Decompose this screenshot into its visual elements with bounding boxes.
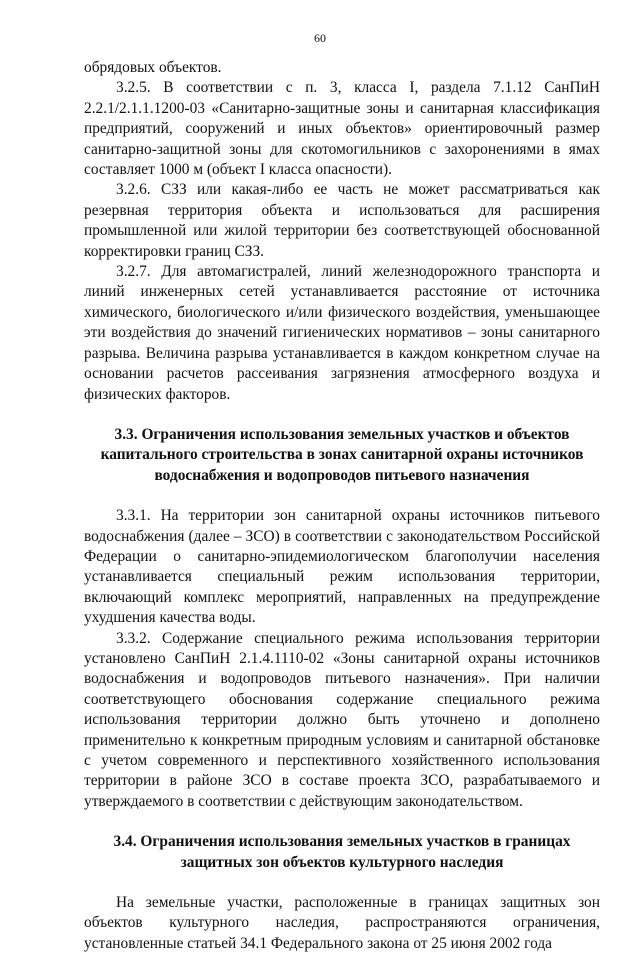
page-number: 60	[314, 31, 326, 45]
spacer	[84, 486, 600, 506]
paragraph-3-2-6: 3.2.6. СЗЗ или какая-либо ее часть не может рассматриваться как резервная территория объекта и использоваться для расширения промышленной или жилой территории без соответствующей обоснованной корректировки границ СЗЗ.	[84, 181, 600, 260]
paragraph-3-2-5: 3.2.5. В соответствии с п. 3, класса I, раздела 7.1.12 СанПиН 2.2.1/2.1.1.1200-03 «Санитарно-защитные зоны и санитарная классификация предприятий, сооружений и иных объектов» ориентировочный размер санитарно-защитной зоны для скотомогильников с захоронениями в ямах составляет 1000 м (объект I класса опасности).	[84, 79, 600, 179]
spacer	[84, 405, 600, 425]
section-heading-3-4: 3.4. Ограничения использования земельных участков в границах защитных зон объектов культурного наследия	[113, 833, 571, 871]
section-heading-3-3: 3.3. Ограничения использования земельных участков и объектов капитального строительства в зонах санитарной охраны источников водоснабжения и водопроводов питьевого назначения	[100, 425, 584, 484]
paragraph-3-3-1: 3.3.1. На территории зон санитарной охраны источников питьевого водоснабжения (далее – ЗСО) в соответствии с законодательством Российской Федерации о санитарно-эпидемиологическом благополучии населения устанавливается специальный режим использования территории, включающий комплекс мероприятий, направленных на предупреждение ухудшения качества воды.	[84, 507, 600, 627]
document-body	[84, 58, 600, 954]
paragraph-3-2-7: 3.2.7. Для автомагистралей, линий железнодорожного транспорта и линий инженерных сетей устанавливается расстояние от источника химического, биологического и/или физического воздействия, уменьшающее эти воздействия до значений гигиенических нормативов – зоны санитарного разрыва. Величина разрыва устанавливается в каждом конкретном случае на основании расчетов рассеивания загрязнения атмосферного воздуха и физических факторов.	[84, 263, 600, 403]
paragraph-continuation: обрядовых объектов.	[84, 59, 222, 76]
spacer	[84, 873, 600, 893]
paragraph-3-4: На земельные участки, расположенные в границах защитных зон объектов культурного наследия, распространяются ограничения, установленные статьей 34.1 Федерального закона от 25 июня 2002 года	[84, 894, 600, 952]
spacer	[84, 812, 600, 832]
paragraph-3-3-2: 3.3.2. Содержание специального режима использования территории установлено СанПиН 2.1.4.1110-02 «Зоны санитарной охраны источников водоснабжения и водопроводов питьевого назначения». При наличии соответствующего обоснования содержание специального режима использования территории должно быть уточнено и дополнено применительно к конкретным природным условиям и санитарной обстановке с учетом современного и перспективного хозяйственного использования территории в районе ЗСО в составе проекта ЗСО, разрабатываемого и утверждаемого в соответствии с действующим законодательством.	[84, 629, 600, 810]
